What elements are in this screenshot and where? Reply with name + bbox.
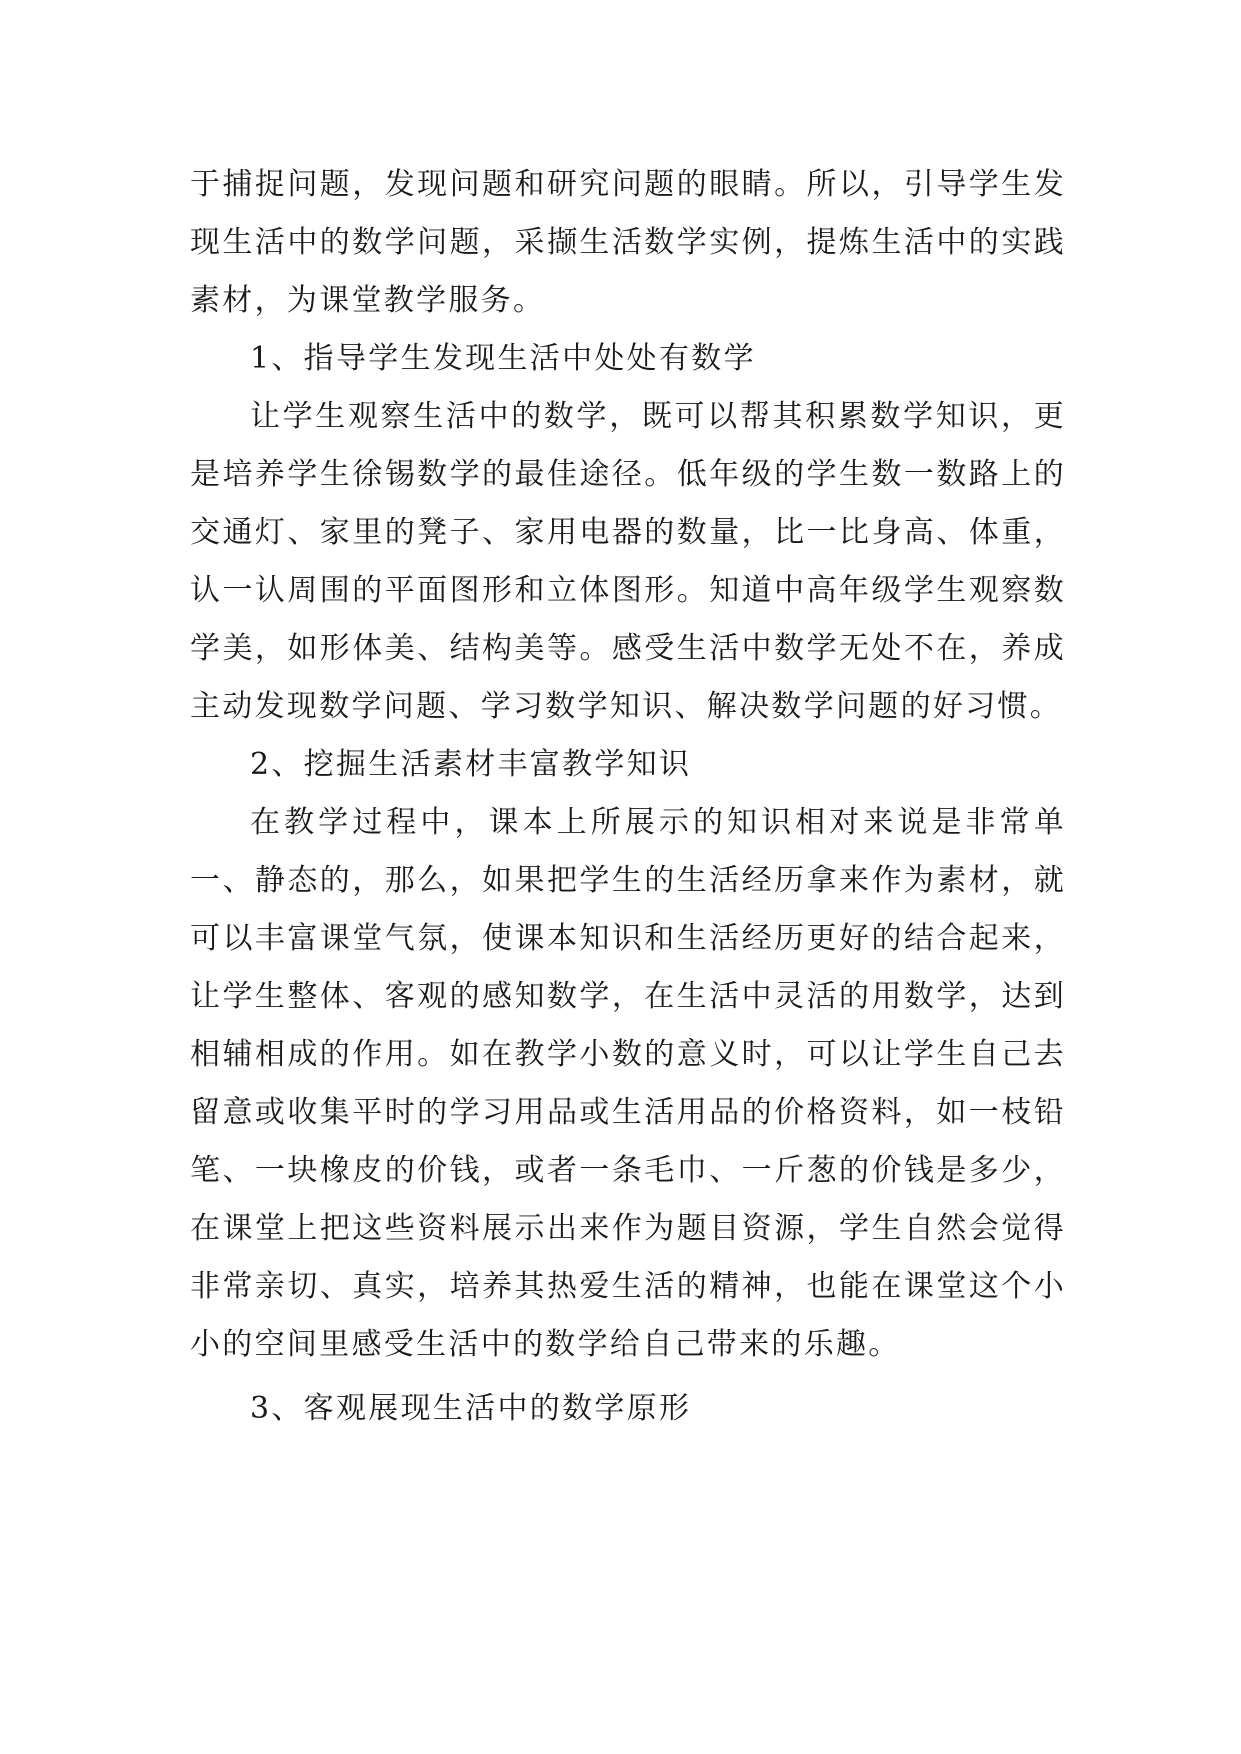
document-body (190, 156, 1066, 1438)
section-heading-3: 3、客观展现生活中的数学原形 (250, 1391, 692, 1426)
section-heading-1: 1、指导学生发现生活中处处有数学 (250, 341, 756, 376)
paragraph-intro: 于捕捉问题，发现问题和研究问题的眼睛。所以，引导学生发现生活中的数学问题，采撷生活数学实例，提炼生活中的实践素材，为课堂教学服务。 (190, 167, 1066, 318)
paragraph-section-2: 在教学过程中，课本上所展示的知识相对来说是非常单一、静态的，那么，如果把学生的生活经历拿来作为素材，就可以丰富课堂气氛，使课本知识和生活经历更好的结合起来，让学生整体、客观的感知数学，在生活中灵活的用数学，达到相辅相成的作用。如在教学小数的意义时，可以让学生自己去留意或收集平时的学习用品或生活用品的价格资料，如一枝铅笔、一块橡皮的价钱，或者一条毛巾、一斤葱的价钱是多少，在课堂上把这些资料展示出来作为题目资源，学生自然会觉得非常亲切、真实，培养其热爱生活的精神，也能在课堂这个小小的空间里感受生活中的数学给自己带来的乐趣。 (190, 805, 1066, 1362)
paragraph-section-1: 让学生观察生活中的数学，既可以帮其积累数学知识，更是培养学生徐锡数学的最佳途径。低年级的学生数一数路上的交通灯、家里的凳子、家用电器的数量，比一比身高、体重，认一认周围的平面图形和立体图形。知道中高年级学生观察数学美，如形体美、结构美等。感受生活中数学无处不在，养成主动发现数学问题、学习数学知识、解决数学问题的好习惯。 (190, 399, 1066, 724)
section-heading-2: 2、挖掘生活素材丰富教学知识 (250, 747, 692, 782)
